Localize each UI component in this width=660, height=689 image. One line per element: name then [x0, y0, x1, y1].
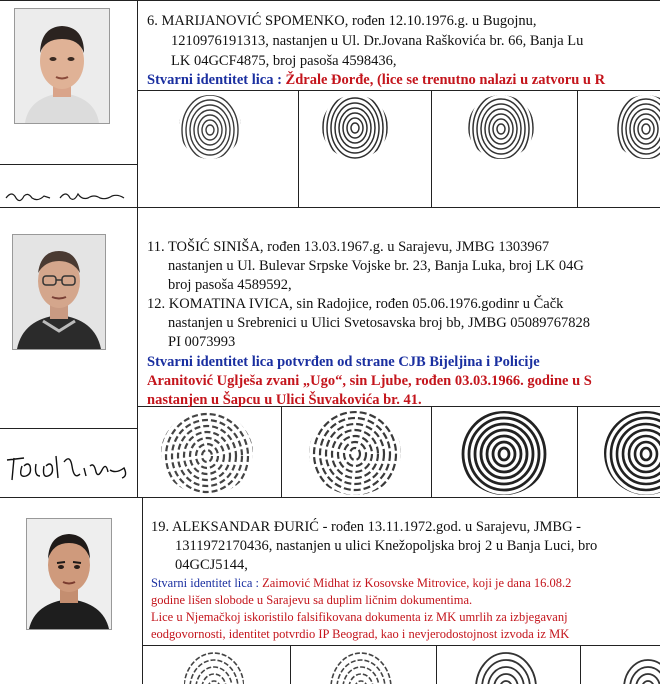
table-border-top	[0, 0, 660, 1]
record-line: broj pasoša 4589592,	[168, 277, 292, 293]
table-divider	[436, 645, 437, 684]
record-line: 12. KOMATINA IVICA, sin Radojice, rođen 05.06.1976.godinr u Čačk	[147, 296, 564, 312]
record-line: 6. MARIJANOVIĆ SPOMENKO, rođen 12.10.1976.g. u Bugojnu,	[147, 13, 537, 29]
fingerprint-image	[300, 410, 410, 501]
record-line: 19. ALEKSANDAR ĐURIĆ - rođen 13.11.1972.god. u Sarajevu, JMBG -	[151, 519, 582, 535]
fingerprint-image	[452, 410, 556, 501]
table-divider	[298, 90, 299, 207]
record-line: PI 0073993	[168, 334, 236, 350]
identity-label: Stvarni identitet lica :	[147, 72, 286, 88]
identity-value: Zaimović Midhat iz Kosovske Mitrovice, koji je dana 16.08.2	[262, 576, 572, 590]
signature	[4, 186, 129, 211]
fingerprint-image	[612, 94, 660, 165]
fingerprint-image	[326, 648, 396, 689]
fingerprint-image	[177, 94, 243, 165]
identity-line: Aranitović Uglješa zvani „Ugo“, sin Ljube, rođen 03.03.1966. godine u S	[147, 373, 592, 389]
table-divider	[142, 645, 660, 646]
fingerprint-image	[182, 648, 246, 689]
identity-line	[151, 575, 571, 591]
record-line: 1210976191313, nastanjen u Ul. Dr.Jovana Raškovića br. 66, Banja Lu	[171, 33, 584, 49]
table-divider	[281, 406, 282, 497]
record-line: 1311972170436, nastanjen u ulici Knežopoljska broj 2 u Banja Luci, bro	[175, 538, 598, 554]
identity-line	[147, 71, 605, 90]
identity-line: Stvarni identitet lica potvrđen od strane CJB Bijeljina i Policije	[147, 354, 540, 370]
suspect-photo	[12, 234, 106, 350]
table-divider	[137, 90, 660, 91]
table-divider	[577, 90, 578, 207]
record-line: 11. TOŠIĆ SINIŠA, rođen 13.03.1967.g. u Sarajevu, JMBG 1303967	[147, 239, 550, 255]
identity-line: godine lišen slobode u Sarajevu sa duplim ličnim dokumentima.	[151, 593, 473, 607]
fingerprint-image	[153, 410, 261, 501]
suspect-photo	[14, 8, 110, 124]
table-divider	[142, 497, 143, 684]
table-divider	[580, 645, 581, 684]
identity-line: Lice u Njemačkoj iskoristilo falsifikovana dokumenta iz MK umrlih za izbjegavanj	[151, 610, 568, 624]
record-line: 04GCJ5144,	[175, 557, 248, 573]
identity-line: nastanjen u Šapcu u Ulici Šuvakovića br. 41.	[147, 392, 422, 408]
identity-label: Stvarni identitet lica :	[151, 576, 263, 590]
table-divider	[431, 406, 432, 497]
suspect-photo	[26, 518, 112, 630]
fingerprint-image	[320, 94, 390, 165]
record-line: nastanjen u Srebrenici u Ulici Svetosavska broj bb, JMBG 05089767828	[168, 315, 591, 331]
fingerprint-image	[600, 410, 660, 501]
table-divider	[0, 428, 137, 429]
identity-line: eodgovornosti, identitet potvrdio IP Beograd, kao i nevjerodostojnost izvoda iz MK	[151, 627, 570, 641]
table-divider	[290, 645, 291, 684]
record-line: LK 04GCF4875, broj pasoša 4598436,	[171, 53, 397, 69]
identity-value: Ždrale Đorđe, (lice se trenutno nalazi u zatvoru u R	[285, 72, 606, 88]
table-divider	[0, 164, 137, 165]
table-divider	[577, 406, 578, 497]
fingerprint-image	[472, 648, 540, 689]
signature	[4, 446, 132, 491]
table-divider	[137, 207, 138, 497]
fingerprint-image	[614, 648, 660, 689]
table-divider	[137, 0, 138, 207]
table-divider	[431, 90, 432, 207]
fingerprint-image	[466, 94, 536, 165]
record-line: nastanjen u Ul. Bulevar Srpske Vojske br. 23, Banja Luka, broj LK 04G	[168, 258, 584, 274]
